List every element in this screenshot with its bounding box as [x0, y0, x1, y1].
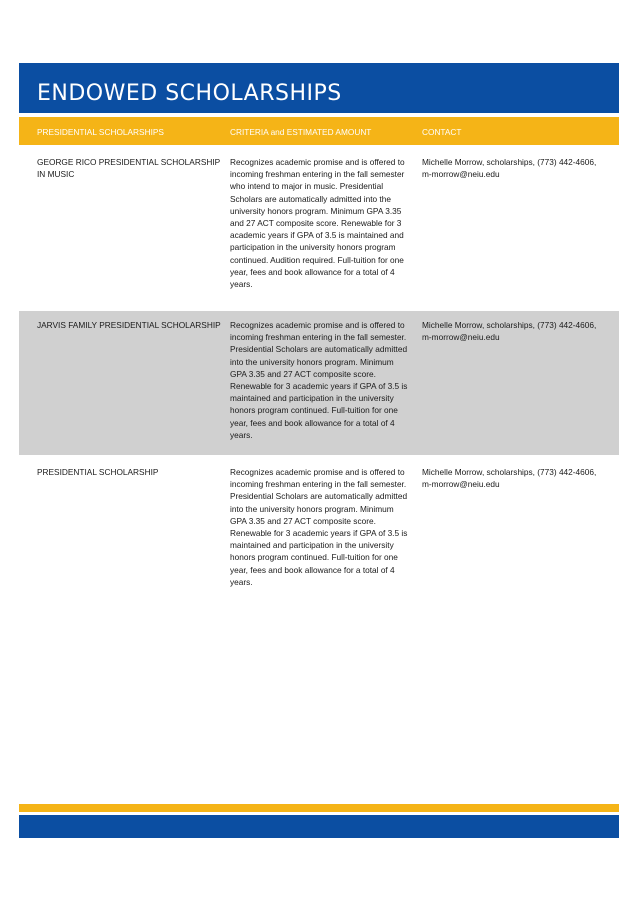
scholarship-contact: Michelle Morrow, scholarships, (773) 442-4606, m-morrow@neiu.edu: [422, 467, 597, 490]
scholarship-name: JARVIS FAMILY PRESIDENTIAL SCHOLARSHIP: [37, 320, 221, 330]
scholarship-name: PRESIDENTIAL SCHOLARSHIP: [37, 467, 159, 477]
scholarship-criteria: Recognizes academic promise and is offered to incoming freshman entering in the fall semester. Presidential Scholars are automatically admitted into the university honors program. Minimum GPA 3.35 and 27 ACT composite score. Renewable for 3 academic years if GPA of 3.5 is maintained and participation in the university honors program continued. Full-tuition for one year, fees and book allowance for a total of 4 years.: [230, 320, 408, 440]
scholarship-criteria: Recognizes academic promise and is offered to incoming freshman entering in the fall semester. Presidential Scholars are automatically admitted into the university honors program. Minimum GPA 3.35 and 27 ACT composite score. Renewable for 3 academic years if GPA of 3.5 is maintained and participation in the university honors program continued. Full-tuition for one year, fees and book allowance for a total of 4 years.: [230, 467, 408, 587]
table-row: [19, 148, 619, 308]
title-banner: [19, 63, 619, 113]
header-contact: CONTACT: [422, 127, 462, 137]
table-row: [19, 458, 619, 608]
scholarship-criteria: Recognizes academic promise and is offered to incoming freshman entering in the fall semester who intend to major in music. Presidential Scholars are automatically admitted into the university honors program. Minimum GPA 3.35 and 27 ACT composite score. Renewable for 3 academic years if GPA of 3.5 is maintained and participation in the university honors program continued. Audition required. Full-tuition for one year, fees and book allowance for a total of 4 years.: [230, 157, 405, 290]
header-criteria: CRITERIA and ESTIMATED AMOUNT: [230, 127, 372, 137]
header-scholarship: PRESIDENTIAL SCHOLARSHIPS: [37, 127, 164, 137]
page-title: ENDOWED SCHOLARSHIPS: [37, 81, 342, 106]
table-row: [19, 311, 619, 455]
footer-stripe-yellow: [19, 804, 619, 812]
scholarship-name: GEORGE RICO PRESIDENTIAL SCHOLARSHIP IN MUSIC: [37, 157, 221, 180]
table-header: [19, 117, 619, 145]
scholarship-contact: Michelle Morrow, scholarships, (773) 442-4606, m-morrow@neiu.edu: [422, 320, 597, 343]
scholarship-contact: Michelle Morrow, scholarships, (773) 442-4606, m-morrow@neiu.edu: [422, 157, 597, 180]
footer-stripe-blue: [19, 815, 619, 838]
